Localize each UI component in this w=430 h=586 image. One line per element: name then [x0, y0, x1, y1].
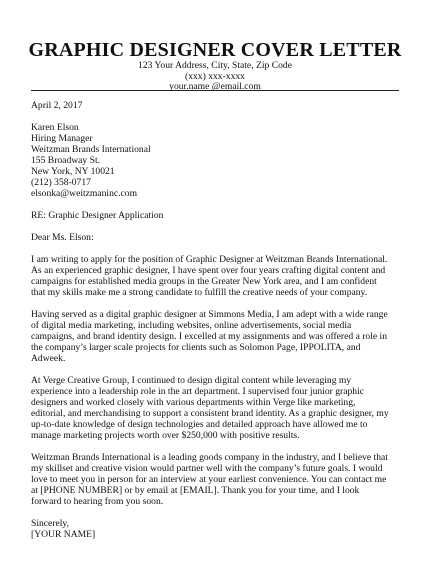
- body-paragraph: [31, 452, 403, 507]
- paragraph-line: forward to hearing from you soon.: [31, 496, 164, 507]
- recipient-line: Weitzman Brands International: [31, 144, 151, 155]
- paragraph-line: of digital media marketing, including websites, online advertisements, social media: [31, 320, 352, 331]
- paragraph-line: Weitzman Brands International is a leading goods company in the industry, and I believe that: [31, 452, 388, 463]
- paragraph-line: campaigns for established media groups in the Greater New York area, and I am confident: [31, 276, 377, 287]
- recipient-line: Karen Elson: [31, 122, 79, 133]
- letter-subject: RE: Graphic Designer Application: [31, 210, 164, 221]
- recipient-line: Hiring Manager: [31, 133, 93, 144]
- paragraph-line: At Verge Creative Group, I continued to design digital content while leveraging my: [31, 375, 352, 386]
- recipient-line: elsonka@weitzmaninc.com: [31, 188, 138, 199]
- letter-paragraphs: [31, 254, 403, 518]
- paragraph-line: love to meet you in person for an interview at your earliest convenience. You can contact me: [31, 474, 387, 485]
- paragraph-line: Having served as a digital graphic designer at Simmons Media, I am adept with a wide range: [31, 309, 388, 320]
- paragraph-line: that my skills make me a strong candidate to fulfill the creative needs of your company.: [31, 287, 368, 298]
- body-paragraph: [31, 309, 403, 364]
- letter-body: [31, 100, 403, 540]
- letter-date: April 2, 2017: [31, 100, 83, 111]
- paragraph-line: at [PHONE NUMBER] or by email at [EMAIL]. Thank you for your time, and I look: [31, 485, 360, 496]
- paragraph-line: Adweek.: [31, 353, 66, 364]
- paragraph-line: campaigns, and brand identity design. I excelled at my assignments and was offered a role in: [31, 331, 388, 342]
- paragraph-line: I am writing to apply for the position of Graphic Designer at Weitzman Brands International.: [31, 254, 388, 265]
- recipient-line: 155 Broadway St.: [31, 155, 101, 166]
- recipient-line: New York, NY 10021: [31, 166, 115, 177]
- contact-phone: (xxx) xxx-xxxx: [185, 71, 245, 82]
- paragraph-line: my skillset and creative vision would partner well with the company’s future goals. I would: [31, 463, 383, 474]
- letter-salutation: Dear Ms. Elson:: [31, 232, 94, 243]
- recipient-block: [31, 122, 403, 199]
- letter-closing: Sincerely,: [31, 518, 70, 529]
- body-paragraph: [31, 254, 403, 298]
- paragraph-line: designers and worked closely with various departments within Verge like marketing,: [31, 397, 356, 408]
- paragraph-line: manage marketing projects worth over $250,000 with positive results.: [31, 430, 300, 441]
- recipient-line: (212) 358-0717: [31, 177, 91, 188]
- document-title: GRAPHIC DESIGNER COVER LETTER: [28, 39, 402, 61]
- letter-signature: [YOUR NAME]: [31, 529, 96, 540]
- contact-address: 123 Your Address, City, State, Zip Code: [138, 60, 292, 71]
- paragraph-line: As an experienced graphic designer, I have spent over four years crafting digital content and: [31, 265, 386, 276]
- paragraph-line: experience into a leadership role in the art department. I supervised four junior graphic: [31, 386, 364, 397]
- paragraph-line: up-to-date knowledge of design technologies and detailed approach have allowed me to: [31, 419, 368, 430]
- paragraph-line: the company’s larger scale projects for clients such as Solomon Page, IPPOLITA, and: [31, 342, 361, 353]
- contact-email: your.name @email.com: [169, 81, 261, 92]
- body-paragraph: [31, 375, 403, 441]
- paragraph-line: editorial, and merchandising to support a consistent brand identity. As a graphic designer, my: [31, 408, 389, 419]
